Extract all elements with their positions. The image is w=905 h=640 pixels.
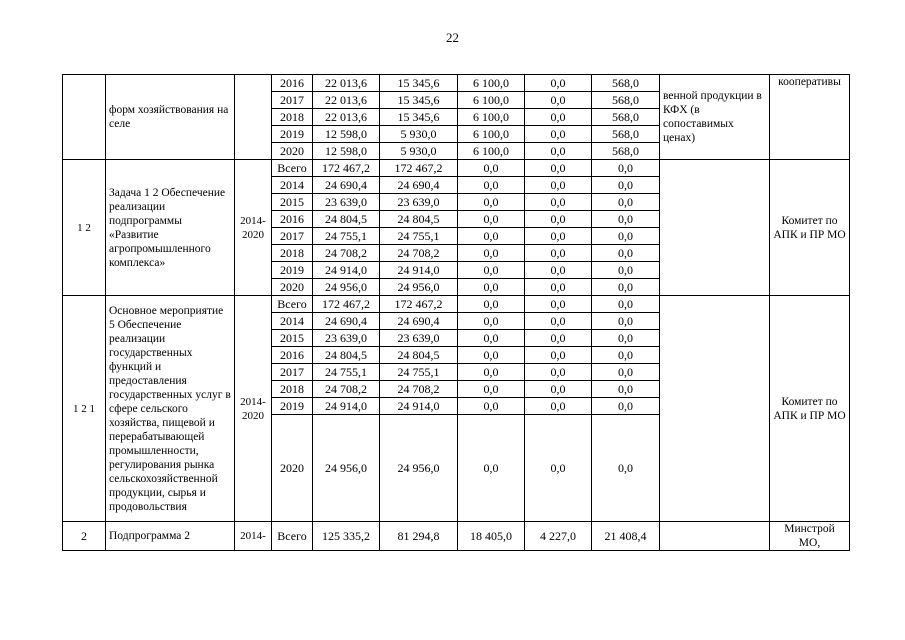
value-cell: 24 914,0 [380,262,458,279]
total-cell: 23 639,0 [313,330,380,347]
year-cell: 2017 [272,364,313,381]
value-cell: 0,0 [525,330,592,347]
value-cell: 24 804,5 [380,347,458,364]
value-cell: 0,0 [458,194,525,211]
value-cell: 5 930,0 [380,143,458,160]
year-cell: 2018 [272,381,313,398]
value-cell: 0,0 [525,211,592,228]
value-cell: 0,0 [525,279,592,296]
value-cell: 15 345,6 [380,92,458,109]
period-cell: 2014-2020 [235,160,272,296]
total-cell: 22 013,6 [313,75,380,92]
value-cell: 23 639,0 [380,330,458,347]
total-cell: 24 690,4 [313,177,380,194]
year-cell: 2019 [272,126,313,143]
index-cell: 1 2 1 [63,296,106,522]
value-cell: 0,0 [525,364,592,381]
value-cell: 24 956,0 [380,279,458,296]
total-cell: 22 013,6 [313,109,380,126]
executor-cell: кооперативы [770,75,850,160]
program-table [62,74,850,551]
total-cell: 12 598,0 [313,143,380,160]
value-cell: 0,0 [592,211,660,228]
value-cell: 0,0 [458,228,525,245]
value-cell: 0,0 [525,347,592,364]
total-cell: 24 914,0 [313,262,380,279]
year-cell: 2020 [272,415,313,522]
year-cell: 2018 [272,109,313,126]
value-cell: 0,0 [458,160,525,177]
value-cell: 15 345,6 [380,109,458,126]
value-cell: 0,0 [525,194,592,211]
value-cell: 24 690,4 [380,177,458,194]
table-row [63,296,850,313]
year-cell: 2017 [272,92,313,109]
value-cell: 23 639,0 [380,194,458,211]
year-cell: 2015 [272,330,313,347]
measure-description: форм хозяйствования на селе [106,75,235,160]
value-cell: 0,0 [458,364,525,381]
value-cell: 0,0 [592,279,660,296]
value-cell: 568,0 [592,75,660,92]
value-cell: 0,0 [458,177,525,194]
value-cell: 0,0 [592,194,660,211]
value-cell: 0,0 [458,381,525,398]
year-cell: 2019 [272,398,313,415]
value-cell: 568,0 [592,109,660,126]
value-cell: 6 100,0 [458,126,525,143]
value-cell: 4 227,0 [525,522,592,551]
value-cell: 0,0 [525,398,592,415]
total-cell: 172 467,2 [313,160,380,177]
total-cell: 23 639,0 [313,194,380,211]
value-cell: 0,0 [525,381,592,398]
value-cell: 15 345,6 [380,75,458,92]
index-cell: 2 [63,522,106,551]
value-cell: 0,0 [592,398,660,415]
value-cell: 81 294,8 [380,522,458,551]
total-cell: 24 956,0 [313,279,380,296]
result-cell [660,160,770,296]
value-cell: 0,0 [458,313,525,330]
value-cell: 24 956,0 [380,415,458,522]
value-cell: 0,0 [592,228,660,245]
year-cell: 2016 [272,211,313,228]
executor-cell: Комитет по АПК и ПР МО [770,296,850,522]
value-cell: 0,0 [592,262,660,279]
year-cell: 2018 [272,245,313,262]
value-cell: 0,0 [458,330,525,347]
value-cell: 5 930,0 [380,126,458,143]
value-cell: 0,0 [592,296,660,313]
value-cell: 6 100,0 [458,92,525,109]
value-cell: 0,0 [525,245,592,262]
value-cell: 172 467,2 [380,160,458,177]
executor-cell: Комитет по АПК и ПР МО [770,160,850,296]
year-cell: 2019 [272,262,313,279]
value-cell: 24 708,2 [380,381,458,398]
value-cell: 24 804,5 [380,211,458,228]
total-cell: 24 914,0 [313,398,380,415]
value-cell: 24 755,1 [380,364,458,381]
total-cell: 24 708,2 [313,245,380,262]
value-cell: 0,0 [592,177,660,194]
value-cell: 0,0 [525,177,592,194]
value-cell: 0,0 [592,313,660,330]
value-cell: 0,0 [525,415,592,522]
value-cell: 568,0 [592,92,660,109]
value-cell: 172 467,2 [380,296,458,313]
value-cell: 0,0 [525,109,592,126]
value-cell: 0,0 [525,228,592,245]
value-cell: 0,0 [458,398,525,415]
value-cell: 0,0 [458,296,525,313]
value-cell: 24 914,0 [380,398,458,415]
year-cell: Всего [272,296,313,313]
table-row [63,522,850,551]
value-cell: 18 405,0 [458,522,525,551]
value-cell: 0,0 [525,296,592,313]
result-cell [660,296,770,522]
value-cell: 0,0 [458,415,525,522]
value-cell: 24 755,1 [380,228,458,245]
period-cell: 2014- [235,522,272,551]
total-cell: 172 467,2 [313,296,380,313]
page-number: 22 [446,30,459,45]
year-cell: 2015 [272,194,313,211]
value-cell: 0,0 [525,126,592,143]
value-cell: 6 100,0 [458,75,525,92]
measure-description: Задача 1 2 Обеспечение реализации подпрограммы «Развитие агропромышленного комплекса» [106,160,235,296]
value-cell: 24 690,4 [380,313,458,330]
executor-cell: Минстрой МО, [770,522,850,551]
value-cell: 0,0 [592,160,660,177]
year-cell: Всего [272,160,313,177]
value-cell: 21 408,4 [592,522,660,551]
value-cell: 568,0 [592,143,660,160]
period-cell: 2014-2020 [235,296,272,522]
value-cell: 0,0 [525,262,592,279]
year-cell: 2014 [272,177,313,194]
total-cell: 24 690,4 [313,313,380,330]
value-cell: 24 708,2 [380,245,458,262]
value-cell: 0,0 [525,143,592,160]
value-cell: 0,0 [592,381,660,398]
year-cell: 2017 [272,228,313,245]
value-cell: 0,0 [458,245,525,262]
measure-description: Основное мероприятие 5 Обеспечение реализации государственных функций и предоставления государственных услуг в сфере сельского хозяйства, пищевой и перерабатывающей промышленности, регулирования рынка сельскохозяйственной продукции, сырья и продовольствия [106,296,235,522]
value-cell: 0,0 [525,92,592,109]
year-cell: 2014 [272,313,313,330]
result-cell: венной продукции в КФХ (в сопоставимых ценах) [660,75,770,160]
value-cell: 6 100,0 [458,109,525,126]
total-cell: 24 804,5 [313,347,380,364]
period-cell [235,75,272,160]
total-cell: 24 755,1 [313,364,380,381]
total-cell: 24 755,1 [313,228,380,245]
year-cell: 2016 [272,347,313,364]
total-cell: 12 598,0 [313,126,380,143]
year-cell: Всего [272,522,313,551]
table-row [63,160,850,177]
measure-description: Подпрограмма 2 [106,522,235,551]
value-cell: 0,0 [458,279,525,296]
total-cell: 24 708,2 [313,381,380,398]
index-cell [63,75,106,160]
value-cell: 0,0 [592,330,660,347]
year-cell: 2020 [272,279,313,296]
value-cell: 0,0 [525,160,592,177]
value-cell: 0,0 [458,347,525,364]
table-row [63,75,850,92]
value-cell: 6 100,0 [458,143,525,160]
value-cell: 0,0 [525,75,592,92]
value-cell: 568,0 [592,126,660,143]
value-cell: 0,0 [458,262,525,279]
total-cell: 22 013,6 [313,92,380,109]
total-cell: 24 956,0 [313,415,380,522]
value-cell: 0,0 [592,245,660,262]
total-cell: 125 335,2 [313,522,380,551]
value-cell: 0,0 [592,364,660,381]
value-cell: 0,0 [592,347,660,364]
total-cell: 24 804,5 [313,211,380,228]
year-cell: 2020 [272,143,313,160]
value-cell: 0,0 [458,211,525,228]
year-cell: 2016 [272,75,313,92]
result-cell [660,522,770,551]
value-cell: 0,0 [525,313,592,330]
index-cell: 1 2 [63,160,106,296]
value-cell: 0,0 [592,415,660,522]
